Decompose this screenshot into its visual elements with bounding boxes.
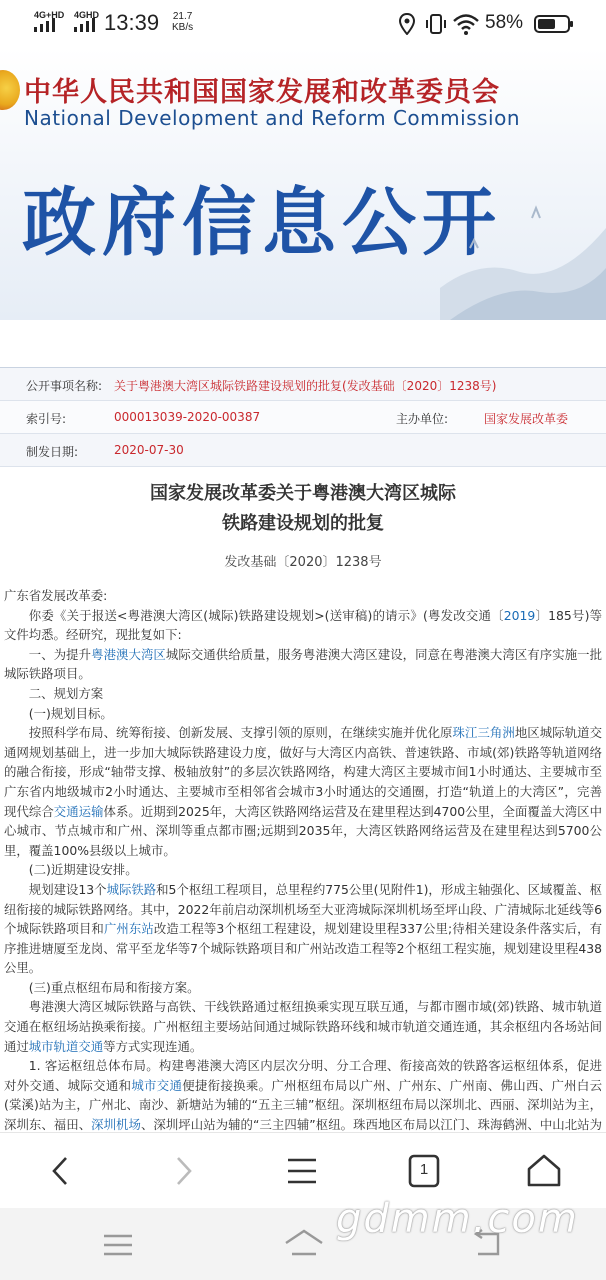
org-name-cn: 中华人民共和国国家发展和改革委员会 [24,77,500,108]
home-button[interactable] [522,1149,566,1193]
signal-icon [32,18,62,32]
battery-icon [534,15,574,38]
document-number: 发改基础〔2020〕1238号 [224,555,382,570]
chevron-right-icon [160,1149,204,1193]
info-row-item [0,368,606,401]
document-title-line: 国家发展改革委关于粤港澳大湾区城际 [150,483,456,504]
speed-value: 21.7 [172,11,193,22]
location-icon [398,13,416,40]
text: 等方式实现连通。 [103,1038,203,1054]
document-title [0,479,606,539]
subsection-heading: (一)规划目标。 [28,705,113,721]
text: 1. 客运枢纽总体布局。构建粤港澳大湾区内层次分明、分工合理、衔接高效的铁路客运枢纽体系，促进对外交通、城际交通和 [4,1058,602,1093]
keyword-link[interactable]: 深圳机场 [91,1117,141,1133]
keyword-link[interactable]: 城市轨道交通 [28,1038,104,1054]
keyword-link[interactable]: 广州东站 [103,921,154,937]
item-label: 公开事项名称: [26,379,103,393]
menu-button[interactable] [280,1149,324,1193]
text: 、深圳坪山站为辅的“三主四辅”枢纽。珠西地区布局以江门、珠海鹤洲、中山北站为 [140,1117,603,1133]
text: 地区城际轨道交通网规划基础上，进一步加大城际铁路建设力度，做好与大湾区内高铁、普速铁路、市域(郊)铁路等轨道网络的融合衔接，形成“轴带支撑、极轴放射”的多层次铁路网络，构建大湾区主要城市间1小时通达、主要城市至广东省内地级城市2小时通达、主要城市至相邻省会城市3小时通达的交通圈，打造“轨道上的大湾区”，完善现代综合 [4,725,603,819]
keyword-link[interactable]: 交通运输 [53,803,104,819]
index-label: 索引号: [26,412,67,426]
forward-button[interactable] [160,1149,204,1193]
back-button[interactable] [40,1149,84,1193]
clock: 13:39 [104,10,160,35]
menu-icon [280,1149,324,1193]
info-row-date [0,434,606,467]
paragraph [4,723,602,860]
date-label: 制发日期: [26,445,79,459]
status-bar [0,0,606,48]
document-title-line: 铁路建设规划的批复 [222,513,384,534]
document-body [4,586,602,1174]
chevron-left-icon [40,1149,84,1193]
keyword-link[interactable]: 粤港澳大湾区 [91,646,166,662]
great-wall-illustration [440,188,606,320]
paragraph [4,645,602,684]
paragraph [4,997,602,1056]
text: 〕185号)等文件均悉。经研究，现批复如下: [4,607,603,643]
paragraph [4,880,602,978]
home-icon [522,1149,566,1193]
org-name-en: National Development and Reform Commission [24,106,520,130]
tabs-button[interactable] [402,1149,446,1193]
text: 你委《关于报送<粤港澳大湾区(城际)铁路建设规划>(送审稿)的请示》(粤发改交通〔 [28,607,504,623]
unit-value: 国家发展改革委 [484,412,569,426]
keyword-link[interactable]: 城市交通 [131,1077,183,1093]
item-value: 关于粤港澳大湾区城际铁路建设规划的批复(发改基础〔2020〕1238号) [114,379,497,393]
system-home-button[interactable] [282,1226,326,1262]
unit-label: 主办单位: [396,412,449,426]
salutation: 广东省发展改革委: [4,588,108,603]
network-speed [172,11,193,33]
date-value: 2020-07-30 [114,443,184,457]
signal-icon [72,18,102,32]
home-icon [282,1226,326,1262]
keyword-link[interactable]: 珠江三角洲 [452,725,515,741]
keyword-link[interactable]: 2019 [503,607,536,623]
speed-unit: KB/s [172,22,194,33]
text: 便捷衔接换乘。广州枢纽布局以广州、广州东、广州南、佛山西、广州白云(棠溪)站为主，广州北、南沙、新塘站为辅的“五主三辅”枢纽。深圳枢纽布局以深圳北、西丽、深圳站为主，深圳东、福田、 [4,1077,603,1133]
section-heading: 二、规划方案 [28,685,104,701]
vibrate-icon [424,12,448,41]
text: 粤港澳大湾区城际铁路与高铁、干线铁路通过枢纽换乘实现互联互通，与都市圈市域(郊)铁路、城市轨道交通在枢纽场站换乘衔接。广州枢纽主要场站间通过城际铁路环线和城市轨道交通连通，其余枢纽内各场站间通过 [4,999,602,1054]
text: 城际交通供给质量，服务粤港澳大湾区建设，同意在粤港澳大湾区有序实施一批城际铁路项目。 [4,646,603,682]
subsection-heading: (二)近期建设安排。 [28,862,138,878]
text: 规划建设13个 [28,881,107,897]
index-value: 000013039-2020-00387 [114,410,261,424]
banner-hero-title: 政府信息公开 [22,180,502,266]
site-banner [0,48,606,320]
tab-count: 1 [419,1161,429,1178]
recent-apps-icon [100,1230,136,1260]
keyword-link[interactable]: 城际铁路 [106,881,157,897]
text: 和5个枢纽工程项目，总里程约775公里(见附件1)，形成主轴强化、区域覆盖、枢纽衔接的城际铁路网络。其中，2022年前启动深圳机场至大亚湾城际深圳机场至坪山段、广清城际北延线等6个城际铁路项目和 [4,881,602,937]
sim2-label: 4GHD [74,10,100,20]
battery-percent: 58% [485,12,524,33]
subsection-heading: (三)重点枢纽布局和衔接方案。 [28,979,200,995]
text: 改造工程等3个枢纽工程建设，规划建设里程337公里;待相关建设条件落实后，有序推进塘厦至龙岗、常平至龙华等7个城际铁路项目和广州站改造工程等2个枢纽工程实施，规划建设里程438公里。 [4,921,603,976]
text: 一、为提升 [28,646,92,662]
wifi-icon [452,13,480,40]
info-table [0,367,606,467]
text: 按照科学布局、统筹衔接、创新发展、支撑引领的原则，在继续实施并优化原 [28,725,453,741]
recent-apps-button[interactable] [100,1230,136,1260]
watermark: gdmm.com [336,1196,579,1242]
paragraph [4,606,602,645]
info-row-index [0,401,606,434]
text: 体系。近期到2025年，大湾区铁路网络运营及在建里程达到4700公里，全面覆盖大湾区中心城市、节点城市和广州、深圳等重点都市圈;远期到2035年，大湾区铁路网络运营及在建里程达到5700公里，覆盖100%县级以上城市。 [4,803,603,858]
sim1-label: 4G+HD [34,10,65,20]
national-emblem-icon [0,70,20,110]
